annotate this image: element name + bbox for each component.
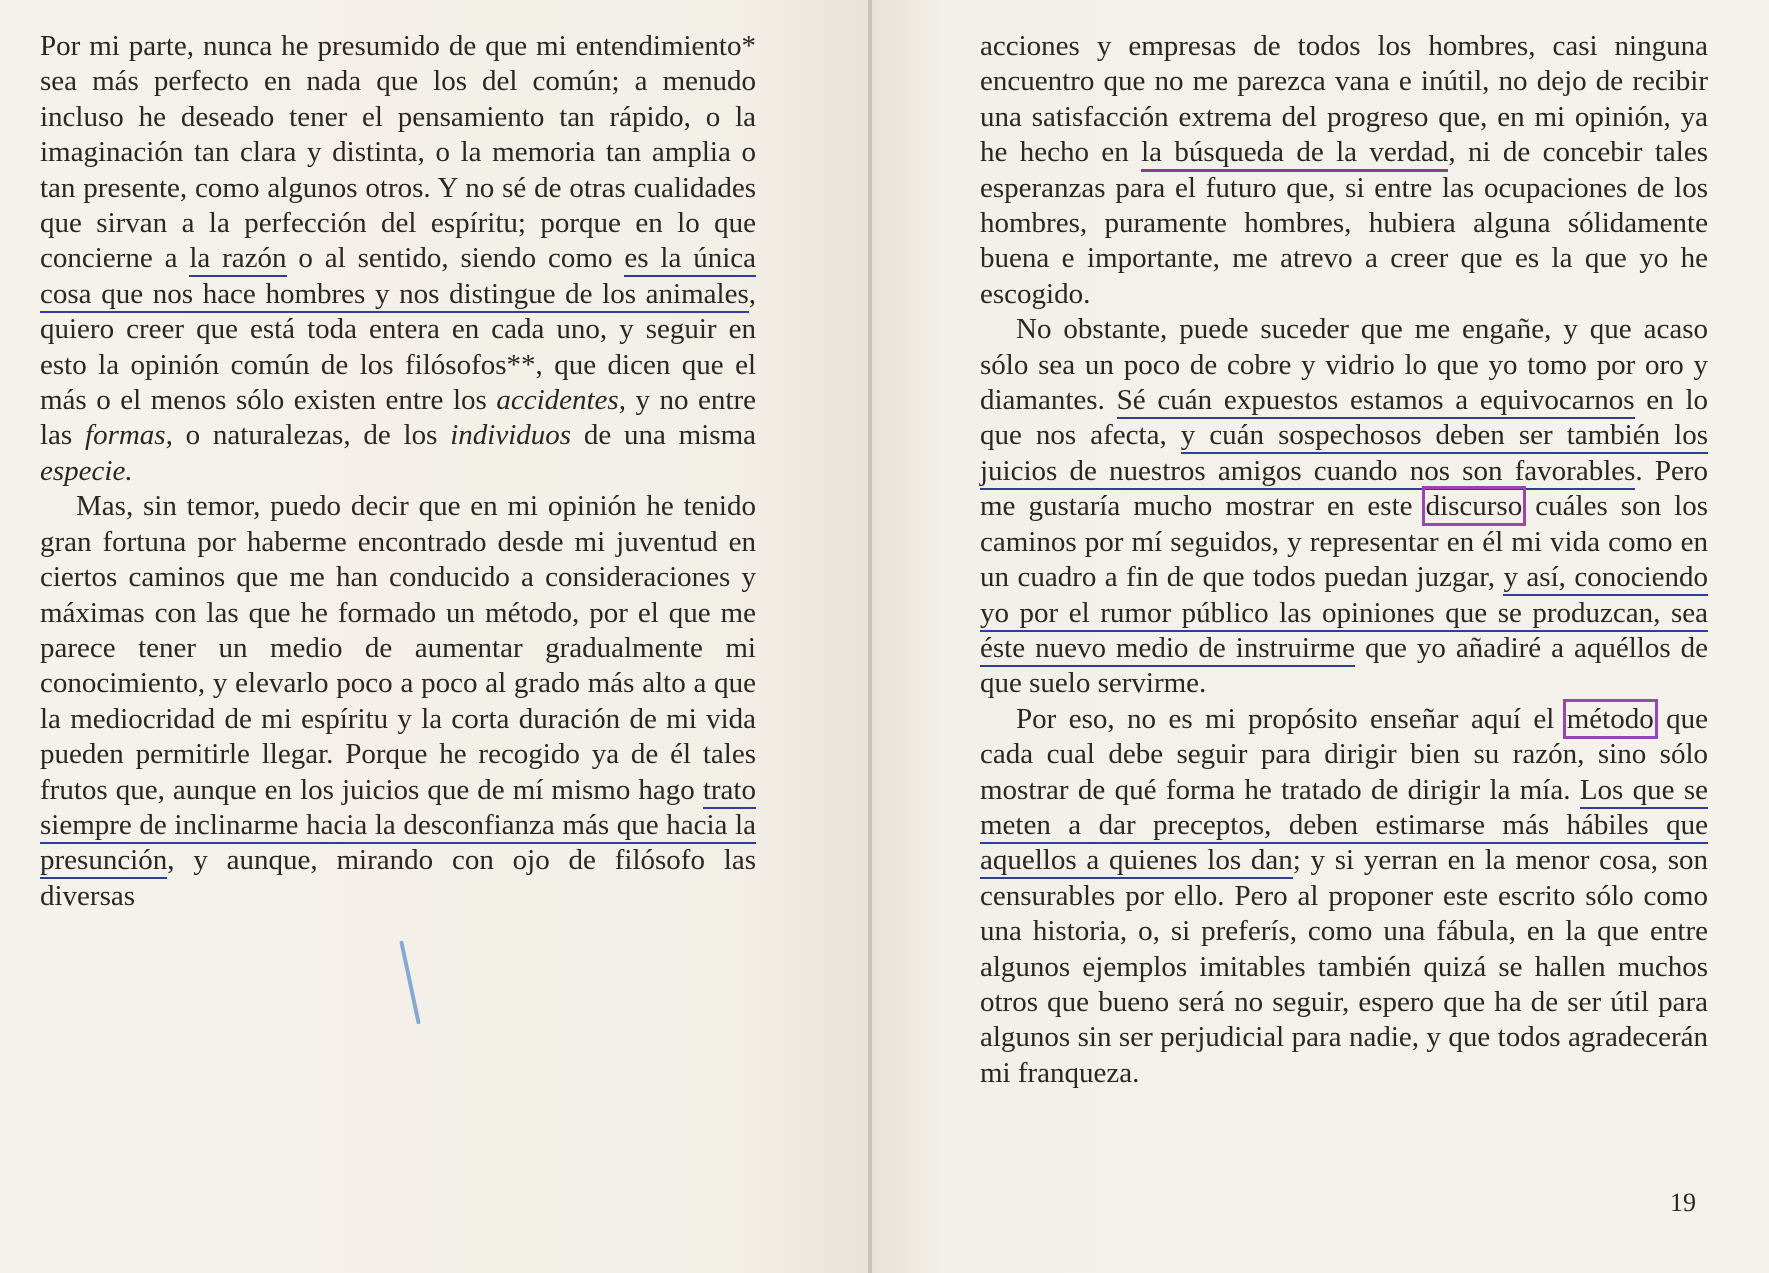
- page-number: 19: [1670, 1188, 1696, 1217]
- left-page: [0, 0, 870, 1273]
- underline-expuestos: Sé cuán expuestos estamos a equivocarnos: [1117, 384, 1635, 419]
- underline-sospechosos: y cuán sospechosos deben ser también los juicios de nuestros amigos cuando nos son favorables: [980, 419, 1708, 489]
- blue-pen-mark: [399, 941, 421, 1025]
- underline-la-razon: la razón: [189, 242, 286, 277]
- underline-preceptos: Los que se meten a dar preceptos, deben estimarse más hábiles que aquellos a quienes los dan: [980, 774, 1708, 880]
- right-paragraph-2: No obstante, puede suceder que me engañe, y que acaso sólo sea un poco de cobre y vidrio lo que yo tomo por oro y diamantes. Sé cuán expuestos estamos a equivocarnos en lo que nos afecta, y cuán sospechosos deben ser también los juicios de nuestros amigos cuando nos son favorables. Pero me gustaría mucho mostrar en este discurso cuáles son los caminos por mí seguidos, y representar en él mi vida como en un cuadro a fin de que todos puedan juzgar, y así, conociendo yo por el rumor público las opiniones que se produzcan, sea éste nuevo medio de instruirme que yo añadiré a aquéllos de que suelo servirme.: [980, 313, 1709, 700]
- underline-desconfianza: trato siempre de inclinarme hacia la desconfianza más que hacia la presunción: [40, 774, 756, 880]
- right-paragraph-3: Por eso, no es mi propósito enseñar aquí el método que cada cual debe seguir para dirigir bien su razón, sino sólo mostrar de qué forma he tratado de dirigir la mía. Los que se meten a dar preceptos, deben estimarse más hábiles que aquellos a quienes los dan; y si yerran en la menor cosa, son censurables por ello. Pero al proponer este escrito sólo como una historia, o, si preferís, como una fábula, en la que entre algunos ejemplos imitables también quizá se hallen muchos otros que bueno será no seguir, espero que ha de ser útil para algunos sin ser perjudicial para nadie, y que todos agradecerán mi franqueza.: [980, 702, 1709, 1089]
- right-text-column: [980, 29, 1708, 1091]
- right-page: [872, 0, 1769, 1273]
- boxed-word-discurso: discurso: [1425, 490, 1523, 523]
- left-paragraph-2: Mas, sin temor, puedo decir que en mi opinión he tenido gran fortuna por haberme encontrado desde mi juventud en ciertos caminos que me han conducido a consideraciones y máximas con las que he formado un método, por el que me parece tener un medio de aumentar gradualmente mi conocimiento, y elevarlo poco a poco al grado más alto a que la mediocridad de mi espíritu y la corta duración de mi vida pueden permitirle llegar. Porque he recogido ya de él tales frutos que, aunque en los juicios que de mí mismo hago trato siempre de inclinarme hacia la desconfianza más que hacia la presunción, y aunque, mirando con ojo de filósofo las diversas: [40, 490, 756, 912]
- left-paragraph-1: Por mi parte, nunca he presumido de que mi entendimiento* sea más perfecto en nada que los del común; a menudo incluso he deseado tener el pensamiento tan rápido, o la imaginación tan clara y distinta, o la memoria tan amplia o tan presente, como algunos otros. Y no sé de otras cualidades que sirvan a la perfección del espíritu; porque en lo que concierne a la razón o al sentido, siendo como es la única cosa que nos hace hombres y nos distingue de los animales, quiero creer que está toda entera en cada uno, y seguir en esto la opinión común de los filósofos**, que dicen que el más o el menos sólo existen entre los accidentes, y no entre las formas, o naturalezas, de los individuos de una misma especie.: [40, 30, 756, 487]
- underline-unica-cosa: es la única cosa que nos hace hombres y nos distingue de los animales: [40, 242, 756, 312]
- left-text-column: [40, 29, 756, 914]
- underline-rumor-publico: y así, conociendo yo por el rumor público las opiniones que se produzcan, sea éste nuevo medio de instruirme: [980, 561, 1708, 667]
- boxed-word-metodo: método: [1566, 702, 1654, 735]
- underline-busqueda-verdad: la búsqueda de la verdad: [1141, 136, 1448, 172]
- right-paragraph-1: acciones y empresas de todos los hombres, casi ninguna encuentro que no me parezca vana e inútil, no dejo de recibir una satisfacción extrema del progreso que, en mi opinión, ya he hecho en la búsqueda de la verdad, ni de concebir tales esperanzas para el futuro que, si entre las ocupaciones de los hombres, puramente hombres, hubiera alguna sólidamente buena e importante, me atrevo a creer que es la que yo he escogido.: [980, 30, 1708, 310]
